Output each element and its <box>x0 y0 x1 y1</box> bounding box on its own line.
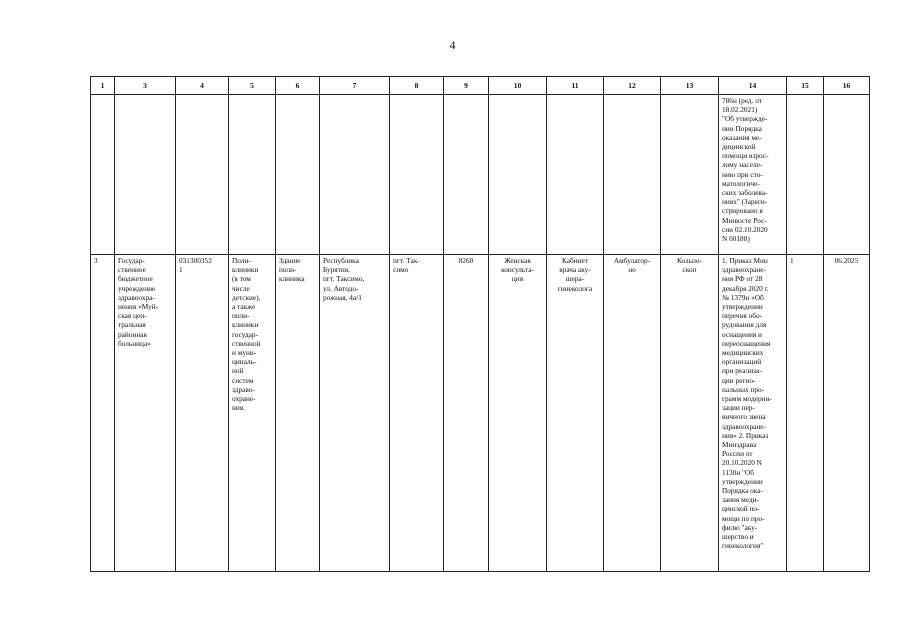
table-header-row <box>91 77 870 95</box>
table-cell <box>176 95 229 255</box>
regulation-text-cell: 786н (ред. от 18.02.2021) "Об утвержде- нии Порядка оказания ме- дицинской помощи взрос- лому населе- нию при сто- матологиче- ских заболева- ниях" (Зареги- стрировано в Минюсте Рос- сии 02.10.2020 N 60188) <box>719 95 787 255</box>
quantity-cell: 1 <box>787 255 824 572</box>
header-cell: 16 <box>824 77 870 95</box>
header-cell: 4 <box>176 77 229 95</box>
table-cell <box>547 95 604 255</box>
header-cell: 3 <box>115 77 176 95</box>
registry-table <box>90 76 870 572</box>
table-cell <box>489 95 547 255</box>
table-row <box>91 255 870 572</box>
header-cell: 5 <box>229 77 276 95</box>
care-condition-cell: Амбулатор- но <box>604 255 661 572</box>
header-cell: 1 <box>91 77 115 95</box>
table-cell <box>91 95 115 255</box>
settlement-cell: пгт. Так- симо <box>390 255 444 572</box>
header-cell: 14 <box>719 77 787 95</box>
table-cell <box>661 95 719 255</box>
cabinet-cell: Кабинет врача аку- шера- гинеколога <box>547 255 604 572</box>
row-number-cell: 3 <box>91 255 115 572</box>
table-cell <box>787 95 824 255</box>
header-cell: 15 <box>787 77 824 95</box>
table-cell <box>824 95 870 255</box>
regulation-text-cell: 1. Приказ Мин здравоохране- ния РФ от 28 декабря 2020 г. № 1379н «Об утверждении перечня обо- рудования для оснащения и переоснащения медицинских организаций при реализа- ции регио- нальных про- грамм модерни- зации пер- вичного звена здравоохране- ния» 2. Приказ Минздрава России от 20.10.2020 N 1130н "Об утверждении Порядка ока- зания меди- цинской по- мощи по про- филю "аку- шерство и гинекология" <box>719 255 787 572</box>
header-cell: 6 <box>276 77 320 95</box>
table-cell <box>320 95 390 255</box>
code-cell: 031300352 1 <box>176 255 229 572</box>
table-cell <box>276 95 320 255</box>
table-cell <box>604 95 661 255</box>
population-cell: 8260 <box>444 255 489 572</box>
institution-cell: Государ- ственное бюджетное учреждение здравоохра- нения «Муй- ская цен- тральная районная больница» <box>115 255 176 572</box>
header-cell: 13 <box>661 77 719 95</box>
date-cell: 06.2025 <box>824 255 870 572</box>
table-cell <box>229 95 276 255</box>
equipment-cell: Кольпо- скоп <box>661 255 719 572</box>
address-cell: Республика Бурятия, пгт. Таксимо, ул. Автодо- рожная, 4а/1 <box>320 255 390 572</box>
header-cell: 12 <box>604 77 661 95</box>
department-cell: Женская консульта- ция <box>489 255 547 572</box>
header-cell: 10 <box>489 77 547 95</box>
header-cell: 8 <box>390 77 444 95</box>
header-cell: 11 <box>547 77 604 95</box>
page-number: 4 <box>449 38 456 52</box>
facility-type-cell: Поли- клиники (в том числе детские), а также поли- клиники государ- ственной и муни- ципаль- ной систем здраво- охране- ния. <box>229 255 276 572</box>
table-row-continuation <box>91 95 870 255</box>
table-cell <box>390 95 444 255</box>
table-cell <box>444 95 489 255</box>
building-cell: Здание поли- клиника <box>276 255 320 572</box>
header-cell: 9 <box>444 77 489 95</box>
header-cell: 7 <box>320 77 390 95</box>
table-cell <box>115 95 176 255</box>
